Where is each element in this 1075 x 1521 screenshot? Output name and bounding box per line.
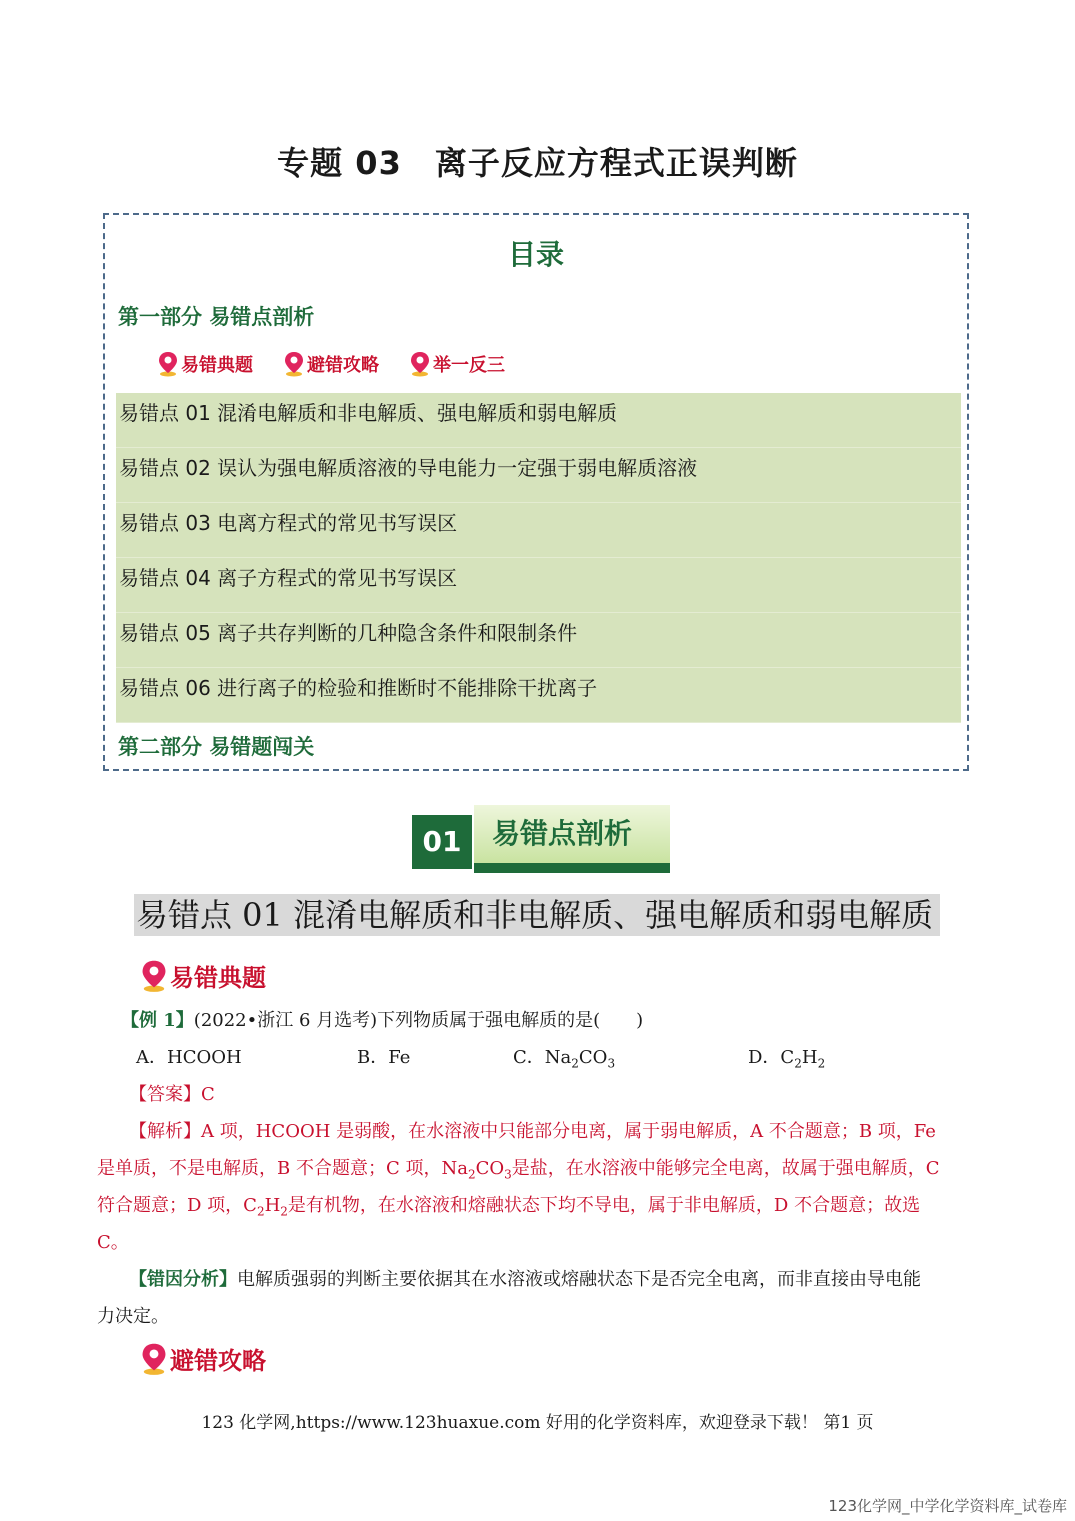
analysis-text: 是有机物，在水溶液和熔融状态下均不导电，属于非电解质，D 不合题意；故选 bbox=[287, 1195, 921, 1216]
toc-item[interactable]: 易错点 06 进行离子的检验和推断时不能排除干扰离子 bbox=[116, 668, 961, 723]
location-pin-icon bbox=[283, 351, 305, 377]
option-d-text: H bbox=[801, 1047, 818, 1068]
subscript: 3 bbox=[607, 1056, 616, 1071]
analysis-text: A 项，HCOOH 是弱酸，在水溶液中只能部分电离，属于弱电解质，A 不合题意；B 项，Fe bbox=[201, 1121, 936, 1142]
analysis-line-4: C。 bbox=[97, 1232, 129, 1253]
subscript: 2 bbox=[571, 1056, 579, 1071]
answer-tag: 【答案】 bbox=[129, 1084, 201, 1105]
toc-tag-label: 举一反三 bbox=[433, 355, 505, 376]
toc-tag-label: 易错典题 bbox=[181, 355, 253, 376]
page-footer: 123 化学网,https://www.123huaxue.com 好用的化学资料库，欢迎登录下载！ 第1 页 bbox=[201, 1413, 874, 1433]
subheading-label: 易错典题 bbox=[170, 964, 266, 992]
example-tag: 【例 1】 bbox=[121, 1010, 194, 1031]
analysis-text: 是单质，不是电解质，B 不合题意；C 项，Na bbox=[97, 1158, 468, 1179]
analysis-tag: 【解析】 bbox=[129, 1121, 201, 1142]
location-pin-icon bbox=[157, 351, 179, 377]
analysis-line-2 bbox=[97, 1158, 940, 1186]
option-c-text: CO bbox=[578, 1047, 608, 1068]
toc-item[interactable]: 易错点 04 离子方程式的常见书写误区 bbox=[116, 558, 961, 613]
toc-list bbox=[116, 393, 961, 723]
analysis-line-1 bbox=[129, 1121, 936, 1143]
banner-underline bbox=[474, 863, 670, 873]
option-b: B．Fe bbox=[357, 1047, 411, 1068]
example-stem bbox=[121, 1010, 643, 1032]
toc-tag-1 bbox=[157, 351, 253, 377]
subscript: 2 bbox=[794, 1056, 802, 1071]
analysis-text: H bbox=[264, 1195, 281, 1216]
analysis-text: CO bbox=[475, 1158, 505, 1179]
answer-value: C bbox=[201, 1084, 215, 1105]
subscript: 3 bbox=[504, 1167, 512, 1182]
subscript: 2 bbox=[256, 1204, 265, 1219]
subheading-strategy bbox=[140, 1341, 266, 1376]
location-pin-icon bbox=[140, 1342, 168, 1376]
option-d-text: D．C bbox=[748, 1047, 795, 1068]
watermark: 123化学网_中学化学资料库_试卷库 bbox=[828, 1497, 1067, 1515]
toc-tag-label: 避错攻略 bbox=[307, 355, 379, 376]
option-c-text: C．Na bbox=[513, 1047, 572, 1068]
reason-text: 电解质强弱的判断主要依据其在水溶液或熔融状态下是否完全电离，而非直接由导电能 bbox=[237, 1269, 921, 1290]
section-title: 易错点 01 混淆电解质和非电解质、强电解质和弱电解质 bbox=[134, 894, 940, 936]
page-title: 专题 03 离子反应方程式正误判断 bbox=[277, 144, 798, 182]
subscript: 2 bbox=[817, 1056, 826, 1071]
section-banner bbox=[412, 805, 670, 869]
subheading-label: 避错攻略 bbox=[170, 1347, 266, 1375]
location-pin-icon bbox=[140, 959, 168, 993]
subheading-typical bbox=[140, 958, 266, 993]
example-question: (2022•浙江 6 月选考)下列物质属于强电解质的是( ) bbox=[193, 1010, 644, 1031]
reason-line-2: 力决定。 bbox=[97, 1306, 169, 1327]
answer-line bbox=[129, 1084, 215, 1106]
option-d bbox=[748, 1047, 825, 1075]
location-pin-icon bbox=[409, 351, 431, 377]
option-a: A．HCOOH bbox=[136, 1047, 242, 1068]
toc-part2: 第二部分 易错题闯关 bbox=[118, 735, 315, 759]
analysis-line-3 bbox=[97, 1195, 920, 1223]
toc-tag-3 bbox=[409, 351, 505, 377]
toc-part1: 第一部分 易错点剖析 bbox=[118, 305, 315, 329]
analysis-text: 是盐，在水溶液中能够完全电离，故属于强电解质，C bbox=[511, 1158, 940, 1179]
toc-box bbox=[103, 213, 969, 771]
toc-item[interactable]: 易错点 03 电离方程式的常见书写误区 bbox=[116, 503, 961, 558]
toc-item[interactable]: 易错点 05 离子共存判断的几种隐含条件和限制条件 bbox=[116, 613, 961, 668]
reason-line-1 bbox=[129, 1269, 921, 1291]
subscript: 2 bbox=[280, 1204, 288, 1219]
subscript: 2 bbox=[467, 1167, 476, 1182]
toc-heading: 目录 bbox=[507, 238, 564, 271]
analysis-text: 符合题意；D 项，C bbox=[97, 1195, 257, 1216]
banner-label: 易错点剖析 bbox=[474, 805, 670, 863]
reason-tag: 【错因分析】 bbox=[129, 1269, 237, 1290]
banner-number: 01 bbox=[412, 815, 472, 869]
toc-item[interactable]: 易错点 01 混淆电解质和非电解质、强电解质和弱电解质 bbox=[116, 393, 961, 448]
option-c bbox=[513, 1047, 615, 1075]
toc-tags bbox=[157, 351, 505, 377]
toc-item[interactable]: 易错点 02 误认为强电解质溶液的导电能力一定强于弱电解质溶液 bbox=[116, 448, 961, 503]
toc-tag-2 bbox=[283, 351, 379, 377]
